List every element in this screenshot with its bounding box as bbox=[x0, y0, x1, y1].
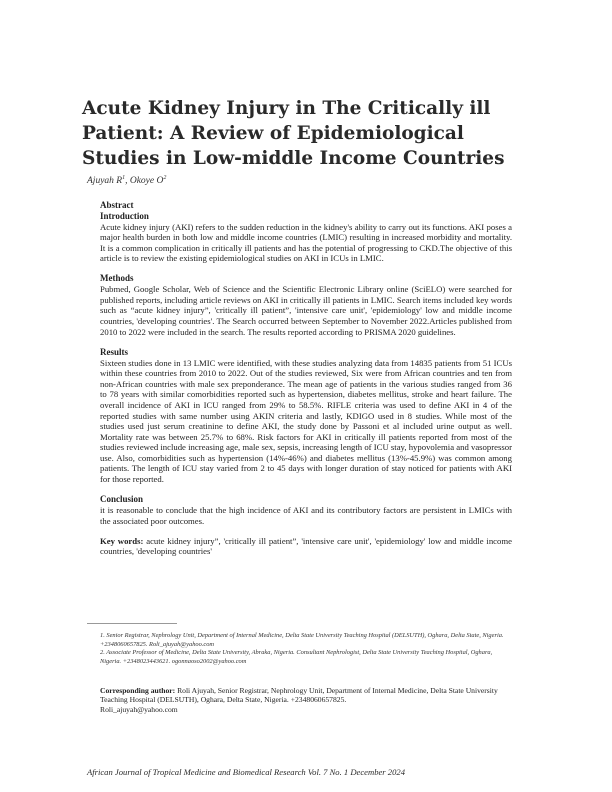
author-1: Ajuyah R bbox=[87, 176, 123, 187]
author-line bbox=[87, 175, 166, 186]
conclusion-section bbox=[100, 494, 512, 526]
methods-text: Pubmed, Google Scholar, Web of Science and the Scientific Electronic Library online (SciELO) were searched for published reports, including article reviews on AKI in critically ill patients in LMIC. Search items included key words such as “acute kidney injury”, 'critically ill patient”, 'intensive care unit', 'epidemiology' low and middle income countries, 'developing countries'. The Search occurred between September to November 2022.Articles published from 2010 to 2022 were included in the search. The results reported according to PRISMA 2020 guidelines. bbox=[100, 284, 512, 337]
corresponding-email: Roli_ajuyah@yahoo.com bbox=[100, 704, 178, 714]
author-2: Okoye O bbox=[129, 176, 164, 187]
methods-section bbox=[100, 273, 512, 337]
introduction-text: Acute kidney injury (AKI) refers to the sudden reduction in the kidney's ability to carry out its functions. AKI poses a major health burden in both low and middle income countries (LMIC) resulting in increased morbidity and mortality. It is a common complication in critically ill patients and has the potential of progressing to CKD.The objective of this article is to review the existing epidemiological studies on AKI in ICUs in LMIC. bbox=[100, 221, 512, 264]
results-heading: Results bbox=[100, 346, 129, 357]
footnote-divider bbox=[87, 623, 177, 624]
footnote-2: 2. Associate Professor of Medicine, Delta State University, Abraka, Nigeria. Consultant Nephrologist, Delta State University Teaching Hospital, Oghara, Nigeria. +2348023443621. ogonnaoso2002@yahoo.com bbox=[100, 649, 493, 665]
keywords bbox=[100, 536, 512, 557]
corresponding-label: Corresponding author: bbox=[100, 686, 176, 695]
author-1-affiliation-mark: 1 bbox=[122, 175, 126, 181]
author-separator: , bbox=[125, 176, 130, 187]
introduction-heading: Introduction bbox=[100, 210, 149, 221]
conclusion-text: it is reasonable to conclude that the high incidence of AKI and its contributory factors are persistent in LMICs with the associated poor outcomes. bbox=[100, 504, 512, 526]
corresponding-text: Roli Ajuyah, Senior Registrar, Nephrology Unit, Department of Internal Medicine, Delta State University Teaching Hospital (DELSUTH), Oghara, Delta State, Nigeria. +2348060657825. bbox=[100, 686, 498, 705]
results-text: Sixteen studies done in 13 LMIC were identified, with these studies analyzing data from 14835 patients from 51 ICUs within these countries from 2010 to 2022. Out of the studies reviewed, Six were from African countries and ten from non-African countries with male sex preponderance. The mean age of patients in the various studies ranged from 36 to 78 years with similar comorbidities reported such as hypertension, diabetes mellitus, stroke and heart failure. The overall incidence of AKI in ICU ranged from 29% to 58.5%. RIFLE criteria was used to define AKI in 4 of the reported studies with same number using AKIN criteria and lastly, KDIGO used in 8 studies. While most of the studies used just serum creatinine to define AKI, the study done by Passoni et al included urine output as well. Mortality rate was between 25.7% to 68%. Risk factors for AKI in critically ill patients reported from most of the studies reviewed include increasing age, male sex, sepsis, increasing length of ICU stay, hypovolemia and vasopressor use. Also, comorbidities such as hypertension (14%-46%) and diabetes mellitus (13%-45.9%) was common among patients. The length of ICU stay varied from 2 to 45 days with longer duration of stay noticed for patients with AKI for those reported. bbox=[100, 357, 512, 485]
introduction-section bbox=[100, 200, 512, 264]
abstract bbox=[100, 200, 512, 557]
footnote-1: 1. Senior Registrar, Nephrology Unit, Department of Internal Medicine, Delta State University Teaching Hospital (DELSUTH), Oghara, Delta State, Nigeria. +2348060657825. Roli_ajuyah@yahoo.com bbox=[100, 632, 504, 648]
methods-heading: Methods bbox=[100, 273, 134, 284]
footnotes bbox=[100, 632, 512, 666]
keywords-label: Key words: bbox=[100, 535, 144, 546]
abstract-heading: Abstract bbox=[100, 200, 134, 210]
journal-footer: African Journal of Tropical Medicine and Biomedical Research Vol. 7 No. 1 December 2024 bbox=[87, 767, 405, 777]
author-2-affiliation-mark: 2 bbox=[163, 175, 167, 181]
results-section bbox=[100, 347, 512, 485]
corresponding-author bbox=[100, 686, 512, 714]
article-title: Acute Kidney Injury in The Critically ill Patient: A Review of Epidemiological Studies in Low-middle Income Countries bbox=[82, 98, 505, 169]
keywords-text: acute kidney injury”, 'critically ill patient”, 'intensive care unit', 'epidemiology' low and middle income countries, 'developing countries' bbox=[100, 535, 512, 557]
conclusion-heading: Conclusion bbox=[100, 494, 144, 505]
